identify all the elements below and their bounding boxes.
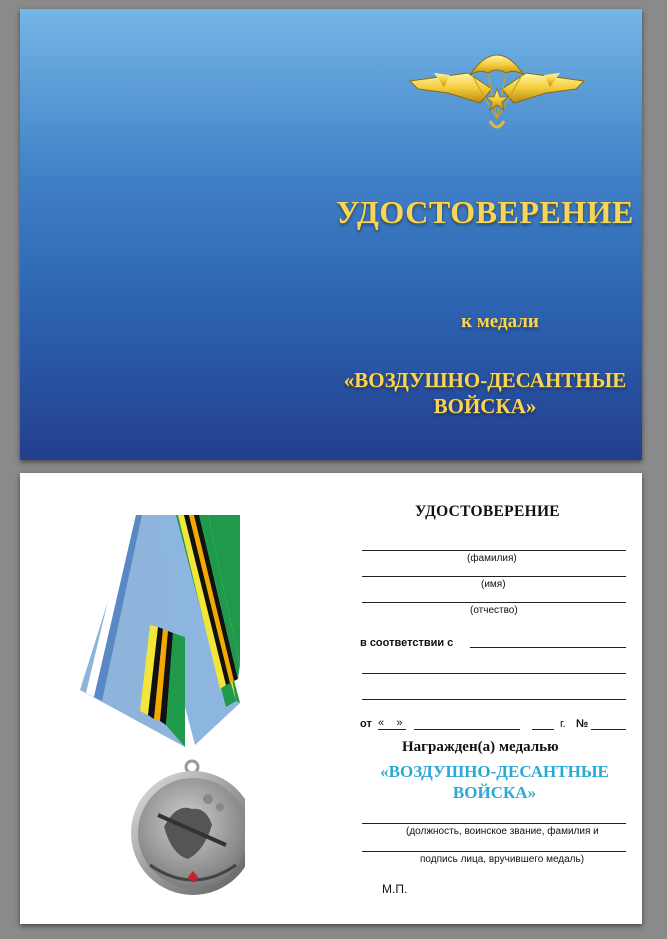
certificate-page xyxy=(20,473,642,924)
certificate-cover xyxy=(20,9,642,460)
surname-line[interactable] xyxy=(362,550,626,551)
signature-line-1[interactable] xyxy=(362,823,626,824)
number-label: № xyxy=(576,718,589,730)
name-caption: (имя) xyxy=(481,579,506,590)
patronymic-line[interactable] xyxy=(362,602,626,603)
certificate-medal-name xyxy=(372,761,617,803)
order-line-1[interactable] xyxy=(362,673,626,674)
date-from-label: от xyxy=(360,718,372,730)
cover-title: УДОСТОВЕРЕНИЕ xyxy=(336,194,634,230)
awarded-label: Награжден(а) медалью xyxy=(402,739,559,755)
number-line[interactable] xyxy=(591,729,626,730)
certificate-medal-name-line1: «ВОЗДУШНО-ДЕСАНТНЫЕ xyxy=(380,762,609,781)
name-line[interactable] xyxy=(362,576,626,577)
vdv-emblem-icon xyxy=(408,29,586,141)
date-day-quotes: « » xyxy=(378,717,403,729)
medal-illustration xyxy=(80,515,245,900)
in-accordance-line[interactable] xyxy=(470,647,626,648)
certificate-medal-name-line2: ВОЙСКА» xyxy=(452,783,537,802)
cover-medal-name xyxy=(320,367,650,419)
cover-medal-name-line2: ВОЙСКА» xyxy=(433,394,537,418)
surname-caption: (фамилия) xyxy=(467,553,517,564)
year-label: г. xyxy=(560,718,566,730)
order-line-2[interactable] xyxy=(362,699,626,700)
date-year-line[interactable] xyxy=(532,729,554,730)
date-day-line[interactable] xyxy=(378,729,406,730)
patronymic-caption: (отчество) xyxy=(470,605,518,616)
cover-medal-name-line1: «ВОЗДУШНО-ДЕСАНТНЫЕ xyxy=(343,368,627,392)
signature-caption-2: подпись лица, вручившего медаль) xyxy=(420,854,585,865)
date-month-line[interactable] xyxy=(414,729,520,730)
cover-subtitle: к медали xyxy=(461,311,539,332)
signature-line-2[interactable] xyxy=(362,851,626,852)
in-accordance-label: в соответствии с xyxy=(360,637,454,649)
stamp-label: М.П. xyxy=(382,882,408,896)
signature-caption-1: (должность, воинское звание, фамилия и xyxy=(406,826,599,837)
certificate-title: УДОСТОВЕРЕНИЕ xyxy=(415,503,560,520)
